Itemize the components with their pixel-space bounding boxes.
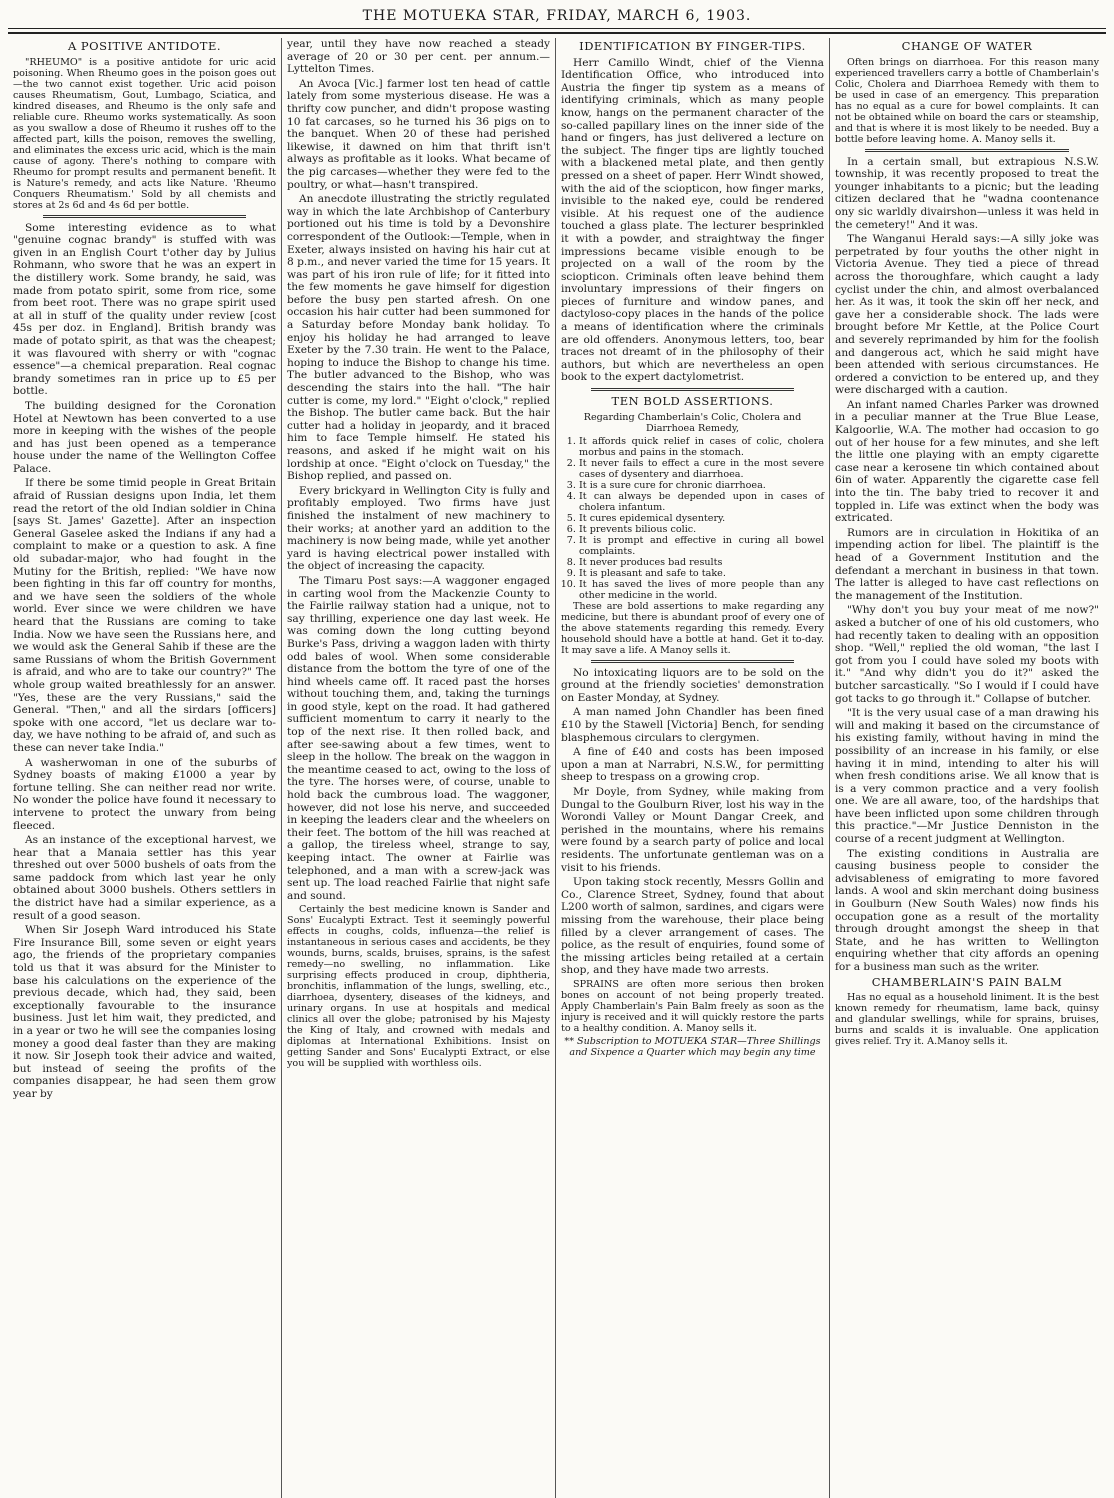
assertions-list [561, 436, 824, 601]
article-intoxicating-liquors: No intoxicating liquors are to be sold on the ground at the friendly societies' demonstration on Easter Monday, at Sydney. [561, 666, 824, 704]
divider [591, 388, 794, 391]
article-russian-designs: If there be some timid people in Great Britain afraid of Russian designs upon India, let them read the retort of the old Indian soldier in China [says St. James' Gazette]. After an inspection General Gaselee asked the Indians if any had a complaint to make or a question to ask. A fine old subadar-major, who had fought in the Mutiny for the British, replied: "We have now been fighting in this far off country for months, and we have seen the soldiers of the whole world. Ever since we were children we have heard that the Russians are coming to take India. Now we have seen the Russians here, and we would ask the General Sahib if these are the same Russians of whom the British Government is afraid, and who are to take our country?" The whole group waited breathlessly for an answer. "Yes, these are the very Russians," said the General. "Then," and all the sirdars [officers] spoke with one accord, "let us declare war to-day, we have nothing to be afraid of, and such as these can never take India." [13, 477, 276, 754]
article-wanganui-joke: The Wanganui Herald says:—A silly joke was perpetrated by four youths the other night in Victoria Avenue. They tied a piece of thread across the thoroughfare, which caught a lady cyclist under the chin, and almost overbalanced her. As it was, it took the skin off her neck, and gave her a considerable shock. The lads were brought before Mr Kettle, at the Police Court and severely reprimanded by him for the foolish and dangerous act, which he said might have been attended with serious circumstances. He ordered a conviction to be entered up, and they were discharged with a caution. [835, 233, 1099, 397]
article-emigrating: The existing conditions in Australia are causing business people to consider the advisableness of emigrating to more favored lands. A wool and skin merchant doing business in Goulburn (New South Wales) now finds his occupation gone as a result of the mortality through drought amongst the sheep in that State, and he has written to Wellington enquiring whether that city affords an opening for a business man such as the writer. [835, 847, 1099, 973]
assertion-item: 9. It is pleasant and safe to take. [579, 568, 824, 579]
article-gollin-theft: Upon taking stock recently, Messrs Gollin and Co., Clarence Street, Sydney, found that about L200 worth of salmon, sardines, and cigars were missing from the warehouse, their place being filled by a clever arrangement of cases. The police, as the result of enquiries, found some of the missing articles being retailed at a certain shop, and they have made two arrests. [561, 876, 824, 977]
assertions-subtitle: Regarding Chamberlain's Colic, Cholera and Diarrhoea Remedy, [583, 411, 802, 434]
assertion-item: 8. It never produces bad results [579, 557, 824, 568]
article-john-chandler: A man named John Chandler has been fined £10 by the Stawell [Victoria] Bench, for sending blasphemous circulars to clergymen. [561, 706, 824, 744]
article-rheumo: "RHEUMO" is a positive antidote for uric acid poisoning. When Rheumo goes in the poison goes out—the two cannot exist together. Uric acid poison causes Rheumatism, Gout, Lumbago, Sciatica, and kindred diseases, and Rheumo is the only safe and reliable cure. Rheumo works systematically. As soon as you swallow a dose of Rheumo it rushes off to the affected part, kills the poison, removes the swelling, and eliminates the excess uric acid, which is the main cause of agony. There's nothing to compare with Rheumo for prompt results and permanent benefit. It is Nature's remedy, and acts like Nature. 'Rheumo Conquers Rheumatism.' Sold by all chemists and stores at 2s 6d and 4s 6d per bottle. [13, 56, 276, 211]
divider [865, 149, 1069, 152]
article-charles-parker: An infant named Charles Parker was drowned in a peculiar manner at the True Blue Lease, Kalgoorlie, W.A. The mother had occasion to go out of her house for a few minutes, and she left the little one playing with an empty cigarette case near a kerosene tin which contained about 6in of water. Apparently the cigarette case fell into the tin. The baby tried to recover it and toppled in. Life was extinct when the body was extricated. [835, 398, 1099, 525]
subscription-notice: ** Subscription to MOTUEKA STAR—Three Shillings and Sixpence a Quarter which may begin any time [564, 1035, 821, 1058]
headline-change-of-water: CHANGE OF WATER [901, 39, 1033, 53]
assertion-item: 7. It is prompt and effective in curing all bowel complaints. [579, 535, 824, 557]
article-fingerprints: Herr Camillo Windt, chief of the Vienna Identification Office, who introduced into Austria the finger tip system as a means of identifying criminals, which as many people know, hangs on the permanent character of the so-called papillary lines on the inner side of the hand or fingers, has just delivered a lecture on the subject. The finger tips are lightly touched with a blackened metal plate, and then gently pressed on a sheet of paper. Herr Windt showed, with the aid of the sciopticon, how finger marks, invisible to the naked eye, could be rendered visible. At his request one of the audience touched a glass plate. The lecturer besprinkled it with a powder, and straightway the finger impressions became visible enough to be projected on a wall of the room by the sciopticon. Criminals often leave behind them involuntary impressions of their fingers on pieces of furniture and window panes, and dactyloso-copy places in the hands of the police a means of identification where the criminals are old offenders. Anonymous letters, too, bear traces not dreamt of in the philosophy of their authors, but which are nevertheless an open book to the expert dactylometrist. [561, 56, 824, 384]
article-picnic: In a certain small, but extrapious N.S.W. township, it was recently proposed to treat the younger inhabitants to a picnic; but the leading citizen declared that he "wadna coontenance ony sic warldly divairshon—unless it was held in the cemetery!" And it was. [835, 155, 1099, 231]
column-3 [556, 38, 830, 1498]
article-fire-insurance: When Sir Joseph Ward introduced his State Fire Insurance Bill, some seven or eight years ago, the friends of the proprietary companies told us that it was absurd for the Minister to base his calculations on the experience of the previous decade, which had, they said, been exceptionally favourable to the insurance business. Just let him wait, they predicted, and in a year or two he will see the companies losing money a good deal faster than they are making it now. Sir Joseph took their advice and waited, but instead of seeing the profits of the companies disappear, he had seen them grow year by [13, 924, 276, 1100]
article-narrabri-fine: A fine of £40 and costs has been imposed upon a man at Narrabri, N.S.W., for permitting sheep to trespass on a growing crop. [561, 746, 824, 784]
assertion-item: 3. It is a sure cure for chronic diarrhoea. [579, 480, 824, 491]
assertion-item: 1. It affords quick relief in cases of colic, cholera morbus and pains in the stomach. [579, 436, 824, 458]
headline-ten-assertions: TEN BOLD ASSERTIONS. [611, 394, 774, 409]
article-waggoner: The Timaru Post says:—A waggoner engaged in carting wool from the Mackenzie County to the Fairlie railway station had a unique, not to say thrilling, experience one day last week. He was coming down the long cutting beyond Burke's Pass, driving a waggon laden with thirty odd bales of wool. When some considerable distance from the bottom the tyre of one of the hind wheels came off. It raced past the horses without touching them, and, taking the turnings in good style, kept on the road. It had gathered sufficient momentum to carry it nearly to the top of the next rise. It then rolled back, and after see-sawing about a few times, went to sleep in the hollow. The break on the waggon in the meantime ceased to act, owing to the loss of the tyre. The horses were, of course, unable to hold back the cumbrous load. The waggoner, however, did not lose his nerve, and succeeded in keeping the leaders clear and the wheelers on their feet. The bottom of the hill was reached at a gallop, the tireless wheel, strange to say, keeping intact. The owner at Fairlie was telephoned, and a man with a screw-jack was sent up. The load reached Fairlie that night safe and sound. [287, 574, 550, 902]
article-archbishop: An anecdote illustrating the strictly regulated way in which the late Archbishop of Canterbury portioned out his time is told by a Devonshire correspondent of the Outlook:—Temple, when in Exeter, always insisted on having his hair cut at 8 p.m., and never varied the time for 15 years. It was part of his iron rule of life; for it fitted into the few moments he gave himself for digestion before the busy pen started afresh. On one occasion his hair cutter had been summoned for a Saturday before Monday bank holiday. To enjoy his holiday he had arranged to leave Exeter by the 7.30 train. He went to the Palace, hoping to induce the Bishop to change his time. The butler advanced to the Bishop, who was descending the stairs into the hall. "The hair cutter is come, my lord." "Eight o'clock," replied the Bishop. The butler came back. But the hair cutter had a holiday in jeopardy, and it braced him to face Temple himself. He stated his reasons, and asked if he might wait on his lordship at once. "Eight o'clock on Tuesday," the Bishop replied, and passed on. [287, 193, 550, 483]
masthead-rule [8, 28, 1106, 34]
article-mr-doyle: Mr Doyle, from Sydney, while making from Dungal to the Goulburn River, lost his way in the Worondi Valley or Mount Dangar Creek, and perished in the mountains, where his remains were found by a search party of police and local residents. The unfortunate gentleman was on a visit to his friends. [561, 785, 824, 874]
article-cognac: Some interesting evidence as to what "genuine cognac brandy" is stuffed with was given in an English Court t'other day by Julius Rohmann, who swore that he was an expert in the distillery work. Some brandy, he said, was made from potato spirit, some from rice, some from beet root. There was no grape spirit used at all in stuff of the quality under review [cost 45s per doz. in England]. British brandy was made of potato spirit, as that was the cheapest; it was flavoured with sherry or with "cognac essence"—a chemical preparation. Real cognac brandy sometimes ran in price up to £5 per bottle. [13, 221, 276, 398]
article-brickyard: Every brickyard in Wellington City is fully and profitably employed. Two firms have just finished the instalment of new machinery to their works; at another yard an addition to the machinery is now being made, while yet another yard is having electrical power installed with the object of increasing the capacity. [287, 484, 550, 573]
article-coronation-hotel: The building designed for the Coronation Hotel at Newtown has been converted to a use more in keeping with the wishes of the people and has just been opened as a temperance house under the name of the Wellington Coffee Palace. [13, 399, 276, 475]
assertion-item: 10. It has saved the lives of more people than any other medicine in the world. [579, 579, 824, 601]
assertion-item: 2. It never fails to effect a cure in the most severe cases of dysentery and diarrhoea. [579, 458, 824, 480]
divider [43, 215, 246, 218]
columns [8, 38, 1106, 1498]
article-fire-insurance-cont: year, until they have now reached a steady average of 20 or 30 per cent. per annum.—Lyttelton Times. [287, 38, 550, 76]
headline-positive-antidote: A POSITIVE ANTIDOTE. [67, 39, 222, 53]
assertions-footer: These are bold assertions to make regarding any medicine, but there is abundant proof of every one of the above statements regarding this remedy. Every household should have a bottle at hand. Get it to-day. It may save a life. A Manoy sells it. [561, 600, 824, 656]
column-1 [8, 38, 282, 1498]
article-butcher: "Why don't you buy your meat of me now?" asked a butcher of one of his old customers, who had recently taken to dealing with an opposition shop. "Well," replied the old woman, "the last I got from you I could have soled my boots with it." "And why didn't you do it?" asked the butcher sarcastically. "So I would if I could have got tacks to go through it." Collapse of butcher. [835, 604, 1099, 705]
ad-sprains: SPRAINS are often more serious then broken bones on account of not being properly treated. Apply Chamberlain's Pain Balm freely as soon as the injury is received and it will quickly restore the parts to a healthy condition. A. Manoy sells it. [561, 978, 824, 1034]
assertion-item: 4. It can always be depended upon in cases of cholera infantum. [579, 491, 824, 513]
article-hokitika-libel: Rumors are in circulation in Hokitika of an impending action for libel. The plaintiff is the head of a Government Institution and the defendant a merchant in business in that town. The latter is alleged to have cast reflections on the management of the Institution. [835, 526, 1099, 602]
article-avoca-farmer: An Avoca [Vic.] farmer lost ten head of cattle lately from some mysterious disease. He was a thrifty cow puncher, and didn't propose wasting 10 fat carcases, so he turned his 36 pigs on to the banquet. When 20 of these had perished likewise, it dawned on him that thrift isn't always as profitable as it looks. What became of the pig carcases—whether they were fed to the poultry, or what—hasn't transpired. [287, 77, 550, 191]
article-washerwoman: A washerwoman in one of the suburbs of Sydney boasts of making £1000 a year by fortune telling. She can neither read nor write. No wonder the police have found it necessary to intervene to protect the unwary from being fleeced. [13, 756, 276, 832]
assertion-item: 5. It cures epidemical dysentery. [579, 513, 824, 524]
headline-pain-balm: CHAMBERLAIN'S PAIN BALM [871, 974, 1063, 989]
ad-eucalypti-extract: Certainly the best medicine known is Sander and Sons' Eucalypti Extract. Test it seemingly powerful effects in coughs, colds, influenza—the relief is instantaneous in serious cases and accidents, be they wounds, burns, scalds, bruises, sprains, is the safest remedy—no swelling, no inflammation. Like surprising effects produced in croup, diphtheria, bronchitis, inflammation of the lungs, swelling, etc., diarrhoea, dysentery, diseases of the kidneys, and urinary organs. In use at hospitals and medical clinics all over the globe; patronised by his Majesty the King of Italy, and crowned with medals and diplomas at International Exhibitions. Insist on getting Sander and Sons' Eucalypti Extract, or else you will be supplied with worthless oils. [287, 904, 550, 1070]
column-2 [282, 38, 556, 1498]
column-4 [830, 38, 1104, 1498]
masthead: THE MOTUEKA STAR, FRIDAY, MARCH 6, 1903. [362, 8, 752, 24]
headline-identification: IDENTIFICATION BY FINGER-TIPS. [579, 39, 806, 53]
ad-pain-balm: Has no equal as a household liniment. It is the best known remedy for rheumatism, lame back, quinsy and glandular swellings, while for sprains, bruises, burns and scalds it is invaluable. One application gives relief. Try it. A.Manoy sells it. [835, 992, 1099, 1048]
divider [591, 660, 794, 663]
assertion-item: 6. It prevents bilious colic. [579, 524, 824, 535]
article-manaia-harvest: As an instance of the exceptional harvest, we hear that a Manaia settler has this year threshed out over 5000 bushels of oats from the same paddock from which last year he only obtained about 3000 bushels. Others settlers in the district have had a similar experience, as a result of a good season. [13, 834, 276, 922]
ad-change-of-water: Often brings on diarrhoea. For this reason many experienced travellers carry a bottle of Chamberlain's Colic, Cholera and Diarrhoea Remedy with them to be used in case of an emergency. This preparation has no equal as a cure for bowel complaints. It can not be obtained while on board the cars or steamship, and that is where it is most likely to be needed. Buy a bottle before leaving home. A. Manoy sells it. [835, 56, 1099, 145]
article-will-judgment: "It is the very usual case of a man drawing his will and making it based on the circumstance of his existing family, without having in mind the possibility of an increase in his family, or else having it in mind, intending to alter his will when fresh conditions arise. We all know that is is a very common practice and a very foolish one. We are all aware, too, of the hardships that have been inflicted upon some children through this practice."—Mr Justice Denniston in the course of a recent judgment at Wellington. [835, 707, 1099, 846]
